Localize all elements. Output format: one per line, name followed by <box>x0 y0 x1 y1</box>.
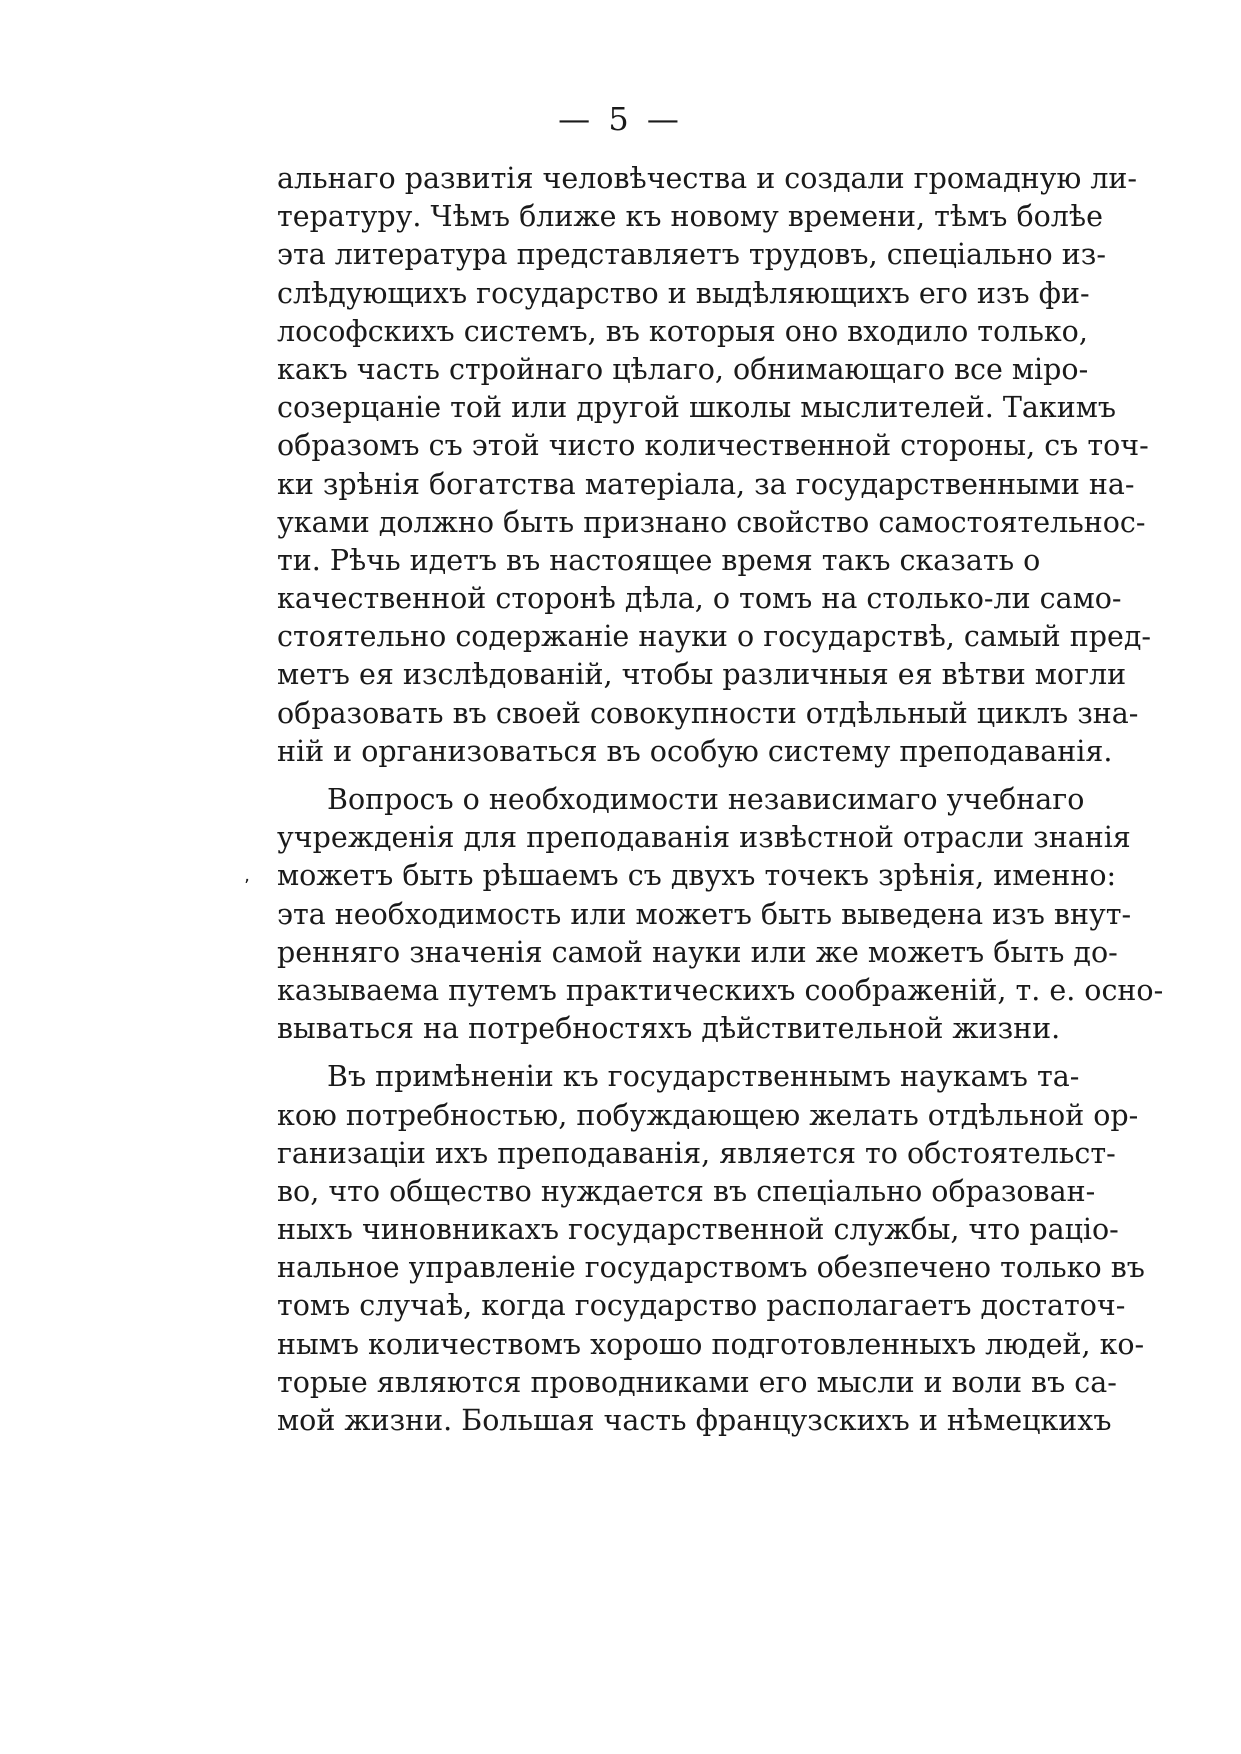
text-line: можетъ быть рѣшаемъ съ двухъ точекъ зрѣнія, именно: <box>277 859 1117 893</box>
text-line: Въ примѣненіи къ государственнымъ наукамъ та- <box>327 1060 1080 1094</box>
text-line: торые являются проводниками его мысли и воли въ са- <box>277 1365 1117 1399</box>
text-line: нальное управленіе государствомъ обезпечено только въ <box>277 1251 1145 1285</box>
text-line: эта необходимость или можетъ быть выведена изъ внут- <box>277 897 1132 931</box>
text-line: образомъ съ этой чисто количественной стороны, съ точ- <box>277 429 1149 463</box>
text-line: во, что общество нуждается въ спеціально образован- <box>277 1174 1096 1208</box>
text-line: Вопросъ о необходимости независимаго учебнаго <box>327 783 1085 816</box>
text-line: казываема путемъ практическихъ соображеній, т. е. осно- <box>277 973 1164 1007</box>
text-line: ній и организоваться въ особую систему преподаванія. <box>277 734 1113 768</box>
text-line: томъ случаѣ, когда государство располагаетъ достаточ- <box>277 1289 1126 1323</box>
text-line: ки зрѣнія богатства матеріала, за государственными на- <box>277 467 1135 501</box>
text-line: мой жизни. Большая часть французскихъ и нѣмецкихъ <box>277 1404 1112 1437</box>
page-number: — 5 — <box>558 100 683 138</box>
text-line: учрежденія для преподаванія извѣстной отрасли знанія <box>277 821 1131 855</box>
text-line: эта литература представляетъ трудовъ, спеціально из- <box>277 238 1106 272</box>
text-line: метъ ея изслѣдованій, чтобы различныя ея вѣтви могли <box>277 658 1127 692</box>
paragraph <box>277 160 1152 771</box>
text-line: стоятельно содержаніе науки о государствѣ, самый пред- <box>277 620 1152 654</box>
text-line: образовать въ своей совокупности отдѣльный циклъ зна- <box>277 696 1139 730</box>
text-line: лософскихъ системъ, въ которыя оно входило только, <box>277 314 1088 348</box>
text-line: созерцаніе той или другой школы мыслителей. Такимъ <box>277 391 1117 425</box>
text-line: какъ часть стройнаго цѣлаго, обнимающаго все міро- <box>277 352 1089 386</box>
text-line: вываться на потребностяхъ дѣйствительной жизни. <box>277 1012 1061 1046</box>
text-line: качественной сторонѣ дѣла, о томъ на столько-ли само- <box>277 582 1122 616</box>
text-line: тературу. Чѣмъ ближе къ новому времени, тѣмъ болѣе <box>277 200 1103 234</box>
text-line: кою потребностью, побуждающею желать отдѣльной ор- <box>277 1098 1139 1132</box>
text-line: уками должно быть признано свойство самостоятельнос- <box>277 505 1146 539</box>
stray-ink-mark: ٬ <box>244 876 250 897</box>
body-text <box>277 160 1164 1440</box>
text-line: альнаго развитія человѣчества и создали громадную ли- <box>277 162 1138 195</box>
paragraph <box>277 1058 1145 1440</box>
text-line: ренняго значенія самой науки или же можетъ быть до- <box>277 935 1118 969</box>
text-line: ти. Рѣчь идетъ въ настоящее время такъ сказать о <box>277 543 1041 577</box>
text-line: нымъ количествомъ хорошо подготовленныхъ людей, ко- <box>277 1327 1145 1361</box>
text-line: слѣдующихъ государство и выдѣляющихъ его изъ фи- <box>277 276 1090 310</box>
text-line: ныхъ чиновникахъ государственной службы, что раціо- <box>277 1213 1119 1247</box>
paragraph <box>277 781 1164 1048</box>
text-line: ганизаціи ихъ преподаванія, является то обстоятельст- <box>277 1136 1116 1170</box>
